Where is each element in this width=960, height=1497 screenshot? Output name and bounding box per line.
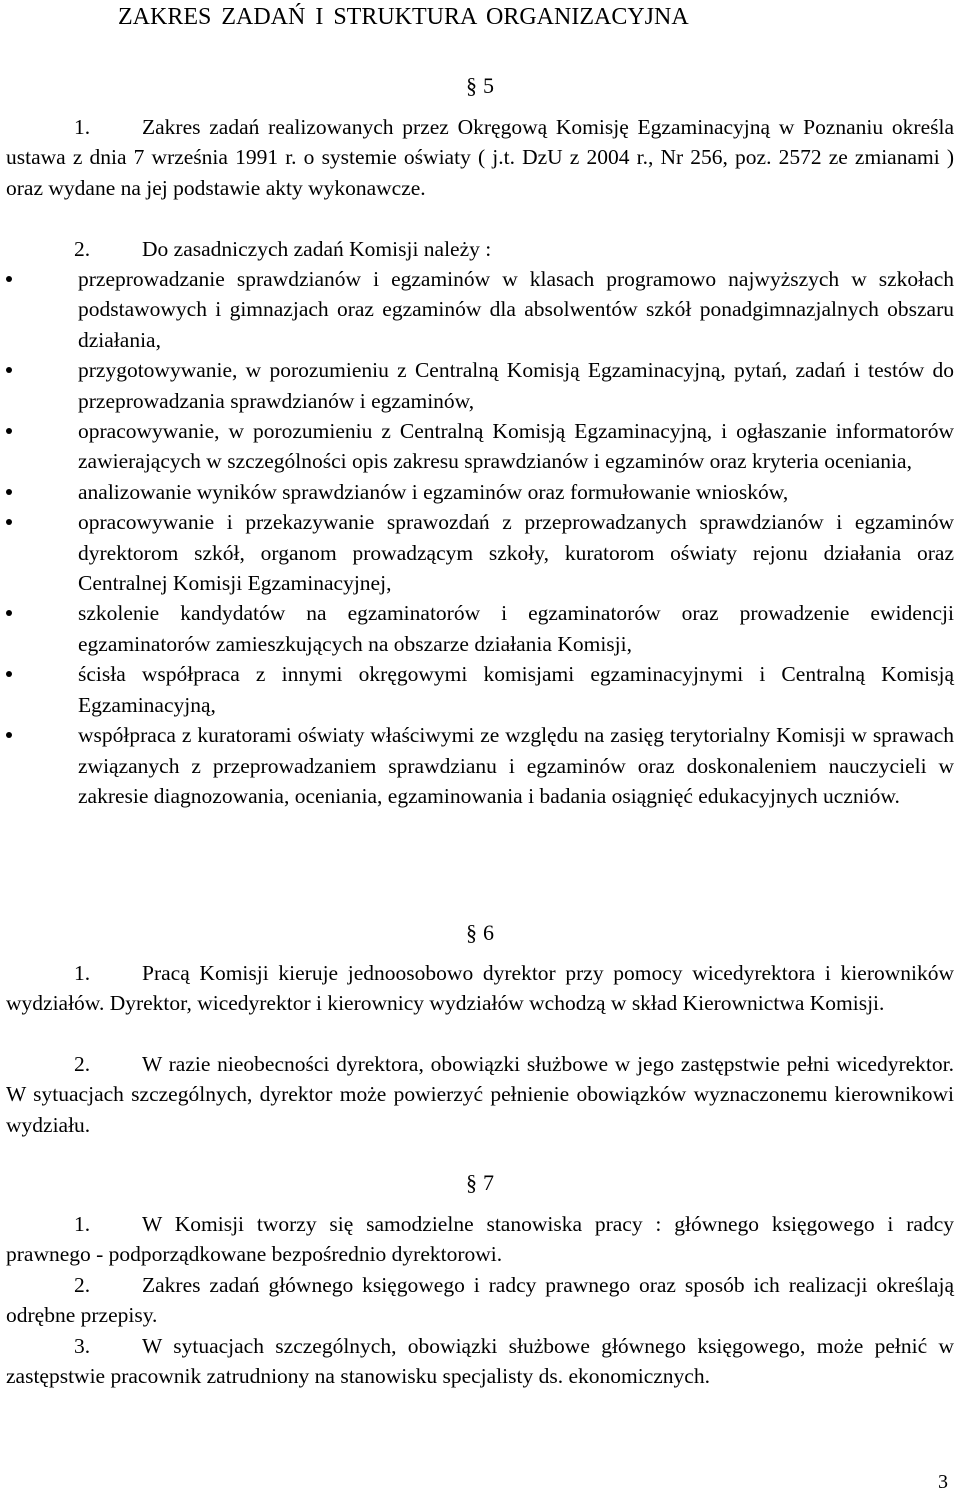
bullet-icon bbox=[6, 428, 12, 434]
bullet-icon bbox=[6, 671, 12, 677]
paragraph bbox=[6, 112, 954, 203]
paragraph-text: W Komisji tworzy się samodzielne stanowiska pracy : głównego księgowego i radcy prawnego - podporządkowane bezpośrednio dyrektorowi. bbox=[6, 1212, 954, 1267]
bullet-icon bbox=[6, 610, 12, 616]
section-heading bbox=[6, 1168, 954, 1198]
paragraph bbox=[6, 234, 954, 264]
paragraph-text: Do zasadniczych zadań Komisji należy : bbox=[142, 237, 492, 261]
list-item: opracowywanie i przekazywanie sprawozdań z przeprowadzanych sprawdzianów i egzaminów dyrektorom szkół, organom prowadzącym szkoły, kuratorom oświaty rejonu działania oraz Centralnej Komisji Egzaminacyjnej, bbox=[6, 507, 954, 598]
section-number: 5 bbox=[483, 73, 494, 98]
paragraph-text: W sytuacjach szczególnych, obowiązki służbowe głównego księgowego, może pełnić w zastępstwie pracownik zatrudniony na stanowisku specjalisty ds. ekonomicznych. bbox=[6, 1334, 954, 1389]
section-heading bbox=[6, 918, 954, 948]
section-number: 6 bbox=[483, 920, 494, 945]
list-item: ścisła współpraca z innymi okręgowymi komisjami egzaminacyjnymi i Centralną Komisją Egzaminacyjną, bbox=[6, 659, 954, 720]
list-item: przygotowywanie, w porozumieniu z Centralną Komisją Egzaminacyjną, pytań, zadań i testów do przeprowadzania sprawdzianów i egzaminów, bbox=[6, 355, 954, 416]
paragraph-lead: 1. bbox=[74, 115, 91, 139]
task-list bbox=[6, 264, 954, 811]
paragraph-lead: 2. bbox=[74, 1052, 91, 1076]
paragraph bbox=[6, 958, 954, 1019]
bullet-icon bbox=[6, 276, 12, 282]
paragraph-text: W razie nieobecności dyrektora, obowiązki służbowe w jego zastępstwie pełni wicedyrektor. W sytuacjach szczególnych, dyrektor może powierzyć pełnienie obowiązków wyznaczonemu kierownikowi wydziału. bbox=[6, 1052, 954, 1137]
paragraph-lead: 2. bbox=[74, 1273, 91, 1297]
bullet-icon bbox=[6, 367, 12, 373]
paragraph-lead: 1. bbox=[74, 1212, 91, 1236]
paragraph bbox=[6, 1331, 954, 1392]
section-heading bbox=[6, 71, 954, 101]
paragraph bbox=[6, 1270, 954, 1331]
paragraph-text: Pracą Komisji kieruje jednoosobowo dyrektor przy pomocy wicedyrektora i kierowników wydziałów. Dyrektor, wicedyrektor i kierownicy wydziałów wchodzą w skład Kierownictwa Komisji. bbox=[6, 961, 954, 1016]
paragraph-lead: 1. bbox=[74, 961, 91, 985]
document-title: ZAKRES ZADAŃ I STRUKTURA ORGANIZACYJNA bbox=[118, 4, 689, 30]
paragraph-lead: 2. bbox=[74, 237, 91, 261]
list-item: opracowywanie, w porozumieniu z Centralną Komisją Egzaminacyjną, i ogłaszanie informatorów zawierających w szczególności opis zakresu sprawdzianów i egzaminów oraz kryteria oceniania, bbox=[6, 416, 954, 477]
paragraph-text: Zakres zadań realizowanych przez Okręgową Komisję Egzaminacyjną w Poznaniu określa ustawa z dnia 7 września 1991 r. o systemie oświaty ( j.t. DzU z 2004 r., Nr 256, poz. 2572 ze zmianami ) oraz wydane na jej podstawie akty wykonawcze. bbox=[6, 115, 954, 200]
paragraph-lead: 3. bbox=[74, 1334, 91, 1358]
list-item: szkolenie kandydatów na egzaminatorów i egzaminatorów oraz prowadzenie ewidencji egzaminatorów zamieszkujących na obszarze działania Komisji, bbox=[6, 598, 954, 659]
paragraph bbox=[6, 1209, 954, 1270]
paragraph bbox=[6, 1049, 954, 1140]
list-item: współpraca z kuratorami oświaty właściwymi ze względu na zasięg terytorialny Komisji w sprawach związanych z przeprowadzaniem sprawdzianu i egzaminów oraz doskonaleniem nauczycieli w zakresie diagnozowania, oceniania, egzaminowania i badania osiągnięć edukacyjnych uczniów. bbox=[6, 720, 954, 811]
bullet-icon bbox=[6, 732, 12, 738]
paragraph-text: Zakres zadań głównego księgowego i radcy prawnego oraz sposób ich realizacji określają odrębne przepisy. bbox=[6, 1273, 954, 1328]
bullet-icon bbox=[6, 519, 12, 525]
list-item: przeprowadzanie sprawdzianów i egzaminów w klasach programowo najwyższych w szkołach podstawowych i gimnazjach oraz egzaminów dla absolwentów szkół ponadgimnazjalnych obszaru działania, bbox=[6, 264, 954, 355]
section-symbol: § bbox=[466, 920, 477, 945]
section-number: 7 bbox=[483, 1170, 494, 1195]
page-number: 3 bbox=[938, 1471, 948, 1493]
section-symbol: § bbox=[466, 1170, 477, 1195]
list-item: analizowanie wyników sprawdzianów i egzaminów oraz formułowanie wniosków, bbox=[6, 477, 954, 507]
bullet-icon bbox=[6, 489, 12, 495]
section-symbol: § bbox=[466, 73, 477, 98]
